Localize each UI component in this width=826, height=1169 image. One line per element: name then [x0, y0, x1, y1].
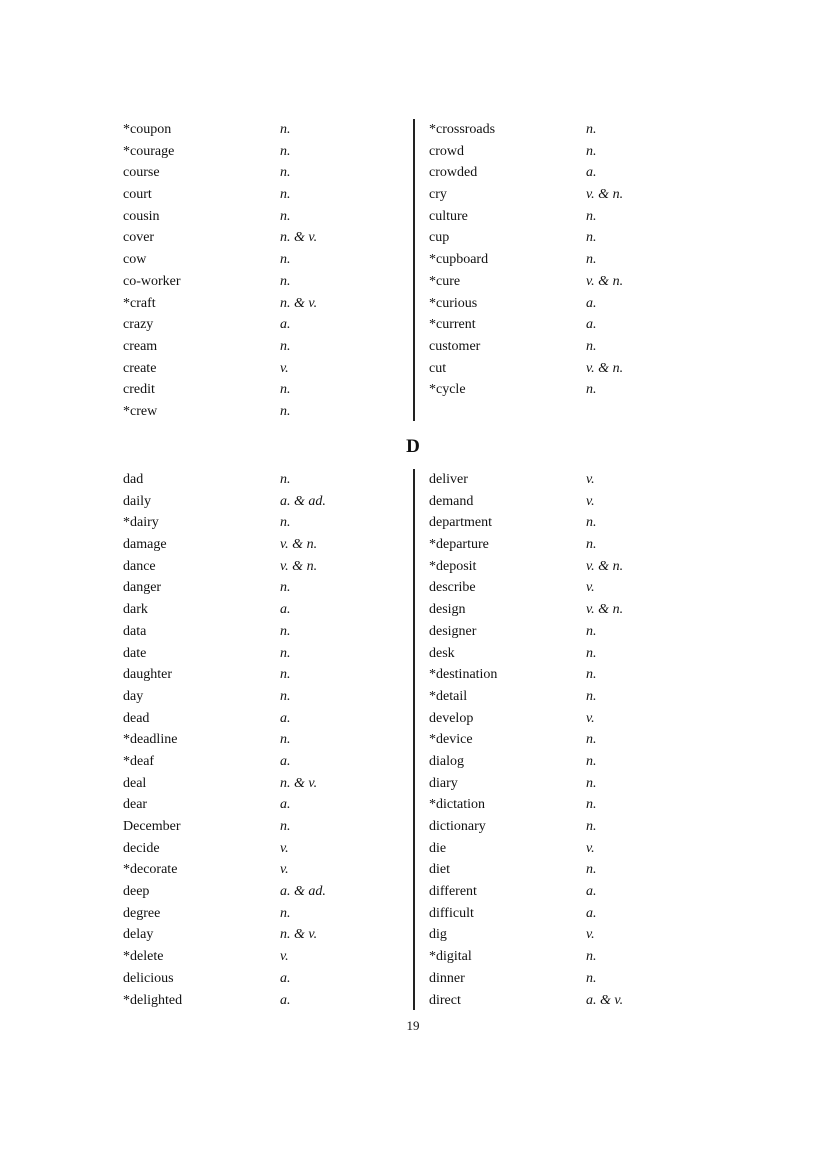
vocab-entry: [123, 664, 403, 686]
vocab-word: customer: [429, 338, 481, 354]
part-of-speech: n.: [586, 732, 597, 748]
part-of-speech: v.: [586, 472, 595, 487]
vocab-word: degree: [123, 905, 161, 921]
vocab-word: cream: [123, 338, 158, 354]
vocab-word: course: [123, 165, 160, 181]
part-of-speech: a.: [586, 165, 597, 181]
vocab-entry: [123, 271, 403, 293]
part-of-speech: n.: [586, 252, 597, 268]
word-list-c: [0, 119, 826, 421]
vocab-word: *deadline: [123, 732, 178, 748]
vocab-entry: [429, 664, 729, 686]
part-of-speech: n.: [280, 165, 291, 181]
vocab-word: deal: [123, 775, 147, 791]
vocab-entry: [123, 794, 403, 816]
vocab-word: *dictation: [429, 797, 485, 813]
part-of-speech: n.: [586, 753, 597, 769]
vocab-entry: [429, 271, 729, 293]
vocab-word: dead: [123, 710, 150, 726]
part-of-speech: n.: [586, 208, 597, 224]
part-of-speech: n.: [280, 905, 291, 921]
vocab-entry: [429, 577, 729, 599]
vocab-entry: [429, 119, 729, 141]
vocab-entry: [429, 227, 729, 249]
part-of-speech: v.: [586, 840, 595, 856]
part-of-speech: n.: [280, 338, 291, 354]
vocab-word: cut: [429, 360, 447, 376]
part-of-speech: n.: [280, 645, 291, 661]
vocab-entry: [123, 293, 403, 315]
part-of-speech: n.: [280, 143, 291, 159]
vocab-entry: [429, 859, 729, 881]
vocab-entry: [429, 358, 729, 380]
vocab-word: department: [429, 515, 492, 531]
vocab-entry: [429, 990, 729, 1012]
vocab-word: daughter: [123, 667, 172, 683]
vocab-word: crowd: [429, 143, 464, 159]
vocab-word: *curious: [429, 295, 478, 311]
vocab-entry: [123, 577, 403, 599]
vocab-entry: [429, 686, 729, 708]
vocab-entry: [123, 599, 403, 621]
vocab-word: *digital: [429, 949, 472, 965]
vocab-word: co-worker: [123, 273, 181, 289]
part-of-speech: n.: [280, 122, 291, 137]
vocab-word: cup: [429, 230, 450, 246]
vocab-word: date: [123, 645, 147, 661]
vocab-entry: [123, 773, 403, 795]
vocab-entry: [429, 751, 729, 773]
vocab-word: *departure: [429, 537, 489, 553]
part-of-speech: a.: [586, 295, 597, 311]
part-of-speech: v.: [280, 862, 289, 878]
part-of-speech: v.: [280, 949, 289, 965]
vocab-entry: [429, 556, 729, 578]
vocab-word: *delete: [123, 949, 164, 965]
vocab-word: *deaf: [123, 753, 155, 769]
part-of-speech: n.: [280, 208, 291, 224]
part-of-speech: n.: [280, 819, 291, 834]
vocab-word: deep: [123, 884, 150, 900]
vocab-entry: [123, 358, 403, 380]
vocab-word: *device: [429, 732, 473, 748]
part-of-speech: n.: [280, 187, 291, 203]
vocab-word: day: [123, 688, 144, 704]
vocab-word: dad: [123, 472, 144, 487]
vocab-entry: [429, 599, 729, 621]
vocab-word: diet: [429, 862, 450, 878]
vocab-word: design: [429, 602, 466, 618]
letter-heading: D: [406, 436, 420, 457]
part-of-speech: n.: [586, 645, 597, 661]
vocab-word: court: [123, 187, 152, 203]
left-column: [123, 119, 403, 423]
vocab-entry: [123, 227, 403, 249]
part-of-speech: n.: [586, 230, 597, 246]
vocab-word: dance: [123, 558, 156, 574]
vocab-entry: [429, 643, 729, 665]
part-of-speech: n.: [586, 623, 597, 639]
part-of-speech: n.: [586, 338, 597, 354]
vocab-entry: [123, 838, 403, 860]
vocab-word: *cupboard: [429, 252, 489, 268]
vocab-word: culture: [429, 208, 468, 224]
vocab-word: dark: [123, 602, 148, 618]
part-of-speech: n.: [586, 667, 597, 683]
vocab-entry: [429, 708, 729, 730]
part-of-speech: v.: [586, 493, 595, 509]
vocab-word: December: [123, 819, 181, 834]
part-of-speech: n.: [280, 515, 291, 531]
word-list-d: [0, 469, 826, 1010]
part-of-speech: n.: [280, 252, 291, 268]
part-of-speech: n.: [280, 273, 291, 289]
vocab-word: direct: [429, 992, 461, 1008]
vocab-word: describe: [429, 580, 476, 596]
vocab-word: *dairy: [123, 515, 159, 531]
vocab-entry: [123, 751, 403, 773]
vocab-entry: [429, 491, 729, 513]
vocab-word: develop: [429, 710, 474, 726]
vocab-word: create: [123, 360, 157, 376]
part-of-speech: n.: [280, 382, 291, 398]
vocab-entry: [123, 881, 403, 903]
vocab-word: delicious: [123, 970, 174, 986]
vocab-entry: [123, 512, 403, 534]
column-divider: [413, 119, 415, 421]
vocab-word: *coupon: [123, 122, 172, 137]
part-of-speech: n. & v.: [280, 230, 318, 246]
vocab-entry: [429, 162, 729, 184]
vocab-entry: [123, 184, 403, 206]
vocab-word: decide: [123, 840, 160, 856]
part-of-speech: n.: [280, 688, 291, 704]
vocab-word: daily: [123, 493, 151, 509]
part-of-speech: n.: [280, 667, 291, 683]
vocab-word: danger: [123, 580, 162, 596]
vocab-entry: [123, 816, 403, 838]
part-of-speech: a.: [280, 602, 291, 618]
right-column: [429, 119, 729, 401]
vocab-word: *current: [429, 317, 476, 333]
vocab-entry: [429, 773, 729, 795]
vocab-entry: [429, 968, 729, 990]
vocab-entry: [123, 990, 403, 1012]
vocab-entry: [429, 141, 729, 163]
part-of-speech: v. & n.: [586, 558, 624, 574]
vocab-word: die: [429, 840, 447, 856]
part-of-speech: a. & ad.: [280, 493, 326, 509]
vocab-entry: [429, 184, 729, 206]
part-of-speech: n.: [586, 143, 597, 159]
vocab-entry: [123, 379, 403, 401]
vocab-word: designer: [429, 623, 477, 639]
vocab-word: *cycle: [429, 382, 466, 398]
vocab-entry: [123, 162, 403, 184]
vocab-word: dictionary: [429, 819, 486, 834]
part-of-speech: n.: [280, 732, 291, 748]
vocab-entry: [123, 708, 403, 730]
part-of-speech: n.: [586, 688, 597, 704]
vocab-entry: [429, 512, 729, 534]
vocab-word: delay: [123, 927, 154, 943]
vocab-word: *craft: [123, 295, 156, 311]
vocab-entry: [429, 314, 729, 336]
vocab-word: credit: [123, 382, 155, 398]
part-of-speech: n.: [280, 623, 291, 639]
part-of-speech: n.: [586, 537, 597, 553]
part-of-speech: v.: [586, 580, 595, 596]
vocab-word: difficult: [429, 905, 474, 921]
vocab-word: cry: [429, 187, 447, 203]
vocab-entry: [429, 838, 729, 860]
vocab-entry: [123, 686, 403, 708]
vocab-word: data: [123, 623, 147, 639]
vocab-entry: [123, 556, 403, 578]
part-of-speech: n. & v.: [280, 775, 318, 791]
vocab-entry: [123, 903, 403, 925]
part-of-speech: n.: [586, 775, 597, 791]
vocab-word: desk: [429, 645, 455, 661]
part-of-speech: a.: [280, 317, 291, 333]
vocab-entry: [429, 621, 729, 643]
vocab-word: dialog: [429, 753, 464, 769]
part-of-speech: v. & n.: [586, 187, 624, 203]
vocab-word: cousin: [123, 208, 160, 224]
part-of-speech: v. & n.: [280, 558, 318, 574]
vocab-entry: [429, 249, 729, 271]
vocab-entry: [123, 336, 403, 358]
part-of-speech: n.: [586, 819, 597, 834]
part-of-speech: a. & ad.: [280, 884, 326, 900]
vocab-entry: [429, 903, 729, 925]
vocab-entry: [123, 643, 403, 665]
right-column: [429, 469, 729, 1011]
vocab-word: dig: [429, 927, 447, 943]
vocab-entry: [429, 729, 729, 751]
vocab-word: *crew: [123, 403, 158, 419]
part-of-speech: v.: [586, 927, 595, 943]
part-of-speech: n.: [586, 949, 597, 965]
vocab-entry: [123, 119, 403, 141]
part-of-speech: n.: [586, 862, 597, 878]
vocab-word: *destination: [429, 667, 498, 683]
vocab-word: *detail: [429, 688, 468, 704]
vocab-word: dear: [123, 797, 148, 813]
vocab-entry: [429, 534, 729, 556]
vocab-word: different: [429, 884, 477, 900]
part-of-speech: n.: [280, 580, 291, 596]
vocab-word: cover: [123, 230, 155, 246]
part-of-speech: a.: [280, 797, 291, 813]
part-of-speech: v.: [280, 840, 289, 856]
part-of-speech: a.: [586, 905, 597, 921]
part-of-speech: v. & n.: [586, 273, 624, 289]
vocab-word: damage: [123, 537, 167, 553]
vocab-entry: [429, 924, 729, 946]
part-of-speech: n.: [586, 382, 597, 398]
part-of-speech: a. & v.: [586, 992, 624, 1008]
vocab-entry: [429, 336, 729, 358]
vocab-entry: [123, 314, 403, 336]
part-of-speech: v.: [586, 710, 595, 726]
vocab-word: *delighted: [123, 992, 183, 1008]
vocab-word: crazy: [123, 317, 154, 333]
part-of-speech: n. & v.: [280, 295, 318, 311]
vocab-entry: [123, 534, 403, 556]
vocab-word: demand: [429, 493, 474, 509]
vocab-entry: [123, 924, 403, 946]
left-column: [123, 469, 403, 1011]
part-of-speech: a.: [280, 710, 291, 726]
vocab-word: crowded: [429, 165, 478, 181]
part-of-speech: v.: [280, 360, 289, 376]
vocab-entry: [123, 729, 403, 751]
vocab-word: *courage: [123, 143, 175, 159]
vocab-word: diary: [429, 775, 458, 791]
part-of-speech: a.: [280, 970, 291, 986]
vocab-entry: [429, 379, 729, 401]
vocab-entry: [123, 249, 403, 271]
vocab-word: dinner: [429, 970, 465, 986]
vocab-entry: [429, 293, 729, 315]
vocab-entry: [123, 469, 403, 491]
vocab-entry: [123, 968, 403, 990]
vocab-entry: [429, 881, 729, 903]
vocab-entry: [429, 794, 729, 816]
vocab-word: *decorate: [123, 862, 178, 878]
part-of-speech: n. & v.: [280, 927, 318, 943]
part-of-speech: a.: [280, 992, 291, 1008]
vocab-word: *deposit: [429, 558, 477, 574]
vocab-entry: [429, 816, 729, 838]
vocab-entry: [123, 946, 403, 968]
vocab-entry: [123, 206, 403, 228]
vocab-word: cow: [123, 252, 147, 268]
vocab-word: *cure: [429, 273, 461, 289]
vocab-entry: [123, 491, 403, 513]
part-of-speech: n.: [280, 472, 291, 487]
part-of-speech: n.: [586, 122, 597, 137]
vocab-entry: [123, 859, 403, 881]
column-divider: [413, 469, 415, 1010]
vocab-entry: [429, 206, 729, 228]
vocab-entry: [123, 141, 403, 163]
part-of-speech: v. & n.: [586, 602, 624, 618]
vocab-entry: [123, 401, 403, 423]
part-of-speech: v. & n.: [586, 360, 624, 376]
part-of-speech: v. & n.: [280, 537, 318, 553]
part-of-speech: n.: [586, 515, 597, 531]
page-number: 19: [406, 1018, 420, 1033]
part-of-speech: a.: [586, 884, 597, 900]
vocab-entry: [429, 946, 729, 968]
part-of-speech: n.: [586, 797, 597, 813]
vocab-word: deliver: [429, 472, 468, 487]
vocab-entry: [429, 469, 729, 491]
part-of-speech: n.: [280, 403, 291, 419]
vocab-entry: [123, 621, 403, 643]
part-of-speech: a.: [586, 317, 597, 333]
part-of-speech: n.: [586, 970, 597, 986]
vocab-word: *crossroads: [429, 122, 496, 137]
part-of-speech: a.: [280, 753, 291, 769]
